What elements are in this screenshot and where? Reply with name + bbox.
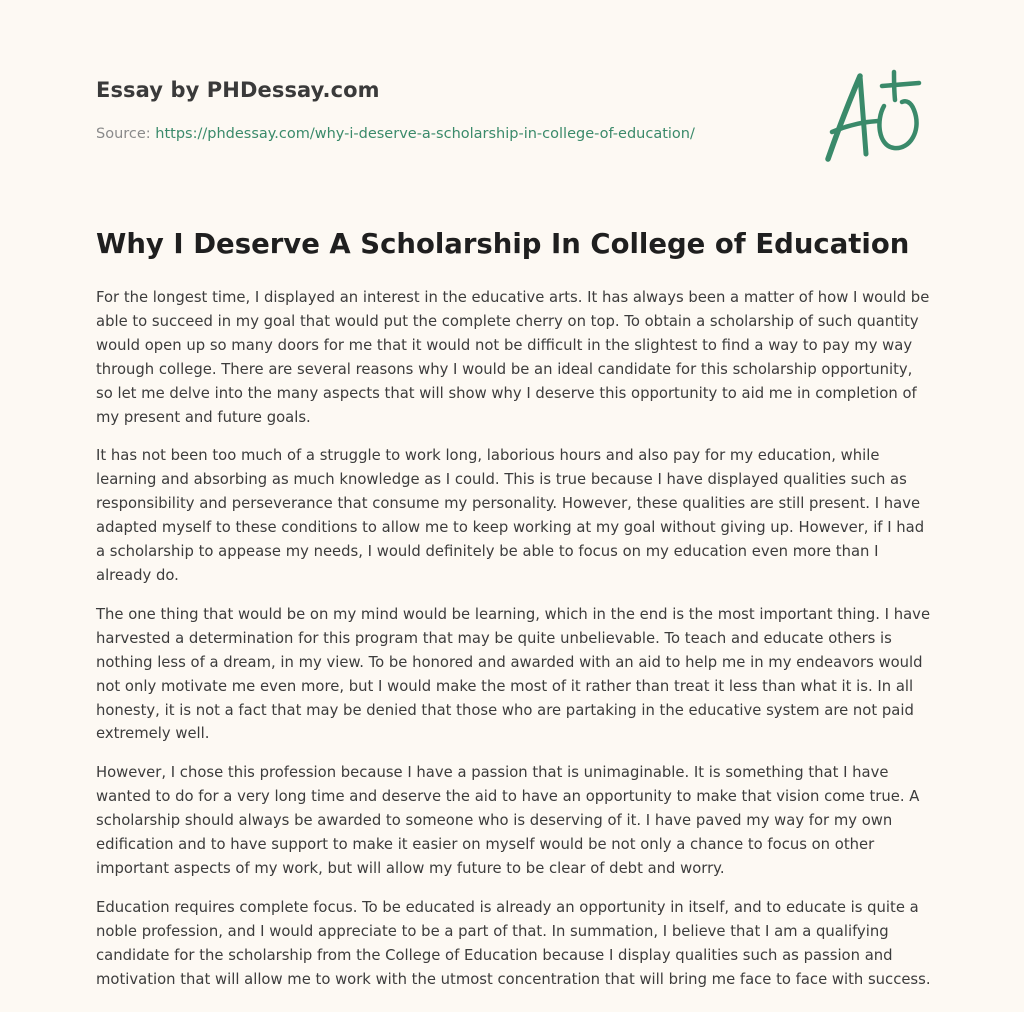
essay-paragraph: However, I chose this profession because I have a passion that is unimaginable. It is something that I have wanted to do for a very long time and deserve the aid to have an opportunity to make that vision come true. A scholarship should always be awarded to someone who is deserving of it. I have paved my way for my own edification and to have support to make it easier on myself would be not only a chance to focus on other important aspects of my work, but will allow my future to be clear of debt and worry. (96, 764, 920, 877)
essay-title: Why I Deserve A Scholarship In College of Education (96, 228, 910, 260)
essay-header (96, 74, 796, 144)
source-label: Source: (96, 126, 156, 142)
essay-paragraph: For the longest time, I displayed an interest in the educative arts. It has always been a matter of how I would be able to succeed in my goal that would put the complete cherry on top. To obtain a scholarship of such quantity would open up so many doors for me that it would not be difficult in the slightest to find a way to pay my way through college. There are several reasons why I would be an ideal candidate for this scholarship opportunity, so let me delve into the many aspects that will show why I deserve this opportunity to aid me in completion of my present and future goals. (96, 289, 930, 426)
essay-paragraph: Education requires complete focus. To be educated is already an opportunity in itself, and to educate is quite a noble profession, and I would appreciate to be a part of that. In summation, I believe that I am a qualifying candidate for the scholarship from the College of Education because I display qualities such as passion and motivation that will allow me to work with the utmost concentration that will bring me face to face with success. (96, 898, 931, 988)
essay-body (96, 286, 932, 1006)
essay-paragraph: The one thing that would be on my mind would be learning, which in the end is the most important thing. I have harvested a determination for this program that may be quite unbelievable. To teach and educate others is nothing less of a dream, in my view. To be honored and awarded with an aid to help me in my endeavors would not only motivate me even more, but I would make the most of it rather than treat it less than what it is. In all honesty, it is not a fact that may be denied that those who are partaking in the educative system are not paid extremely well. (96, 605, 931, 743)
source-line (96, 124, 796, 144)
source-link[interactable]: https://phdessay.com/why-i-deserve-a-scholarship-in-college-of-education/ (155, 126, 695, 142)
essay-paragraph: It has not been too much of a struggle to work long, laborious hours and also pay for my education, while learning and absorbing as much knowledge as I could. This is true because I have displayed qualities such as responsibility and perseverance that consume my personality. However, these qualities are still present. I have adapted myself to these conditions to allow me to keep working at my goal without giving up. However, if I had a scholarship to appease my needs, I would definitely be able to focus on my education even more than I already do. (96, 447, 925, 584)
site-brand: Essay by PHDessay.com (96, 78, 380, 102)
a-plus-grade-icon (818, 66, 930, 166)
